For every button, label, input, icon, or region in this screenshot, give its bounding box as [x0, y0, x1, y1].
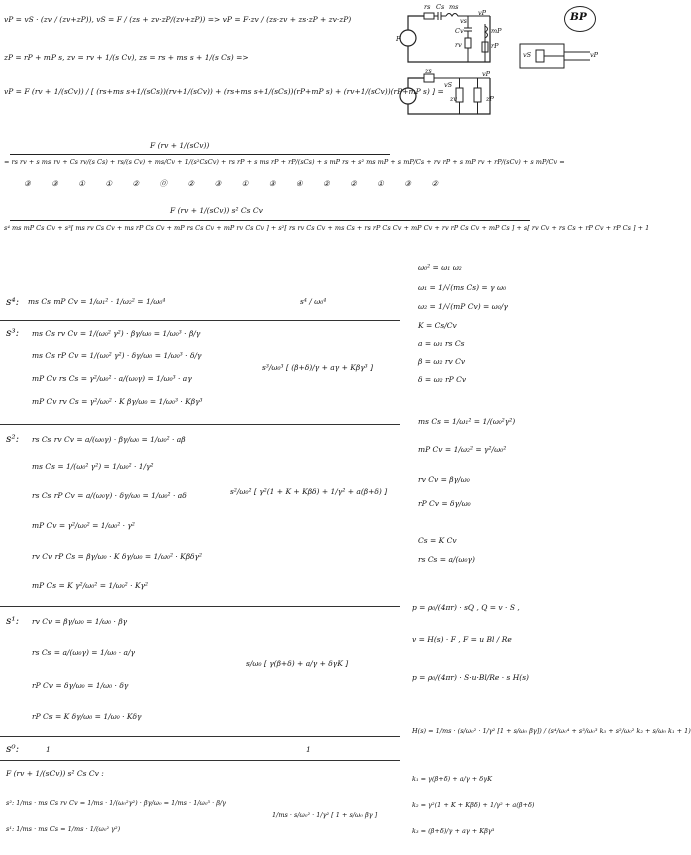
numerator-row: s²: 1/ms · ms Cs rv Cv = 1/ms · 1/(ω₀²γ²) · βγ/ω₀ = 1/ms · 1/ω₀³ · β/γ [6, 799, 227, 807]
definition: ω₂ = 1/√(mP Cv) = ω₀/γ [418, 302, 508, 311]
circuit-label-F: F [396, 35, 401, 43]
eq-expanded-numerator: F (rv + 1/(sCv)) [150, 141, 210, 150]
circuit-label-rv: rv [455, 41, 462, 49]
circuit-diagram-simplified [390, 68, 510, 118]
s3-row: ms Cs rP Cv = 1/(ω₀² γ²) · δγ/ω₀ = 1/ω₀³ · δ/γ [32, 351, 202, 360]
circuit-label-zs: zs [425, 67, 432, 75]
circuit-label-vP: vP [478, 9, 487, 17]
s0-value: 1 [46, 745, 51, 754]
definition: K = Cs/Cv [418, 321, 457, 330]
pressure-eq: p = ρ₀/(4πr) · sQ , Q = v · S , [412, 603, 520, 612]
s3-label: s³: [6, 327, 20, 339]
eq-expanded-denominator: = rs rv + s ms rv + Cs rv/(s Cs) + rs/(s Cv) + ms/Cv + 1/(s²CsCv) + rs rP + s ms rP + rP/(sCs) + s mP rs + s² ms mP + s mP/Cs + rv rP + s mP rv + rP/(sCv) + s mP/Cv = [4, 158, 565, 166]
s4-label: s⁴: [6, 296, 20, 308]
section-divider [0, 760, 400, 761]
s4-equation: ms Cs mP Cv = 1/ω₁² · 1/ω₂² = 1/ω₀⁴ [28, 297, 166, 306]
eq-vp-expanded: vP = F (rv + 1/(sCv)) / [ (rs+ms s+1/(sCs))(rv+1/(sCv)) + (rs+ms s+1/(sCs))(rP+mP s) + (rv+1/(sCv))(rP+mP s) ] = [4, 87, 444, 96]
definition: δ = ω₂ rP Cv [418, 375, 467, 384]
s2-row: rs Cs rv Cv = a/(ω₀γ) · βγ/ω₀ = 1/ω₀² · aβ [32, 435, 186, 444]
section-divider [0, 320, 400, 321]
derived-relation: rs Cs = a/(ω₀γ) [418, 555, 475, 564]
circuit-label-vP: vP [482, 70, 491, 78]
circuit-label-zv: zv [450, 95, 458, 103]
s3-term: s³/ω₀³ [ (β+δ)/γ + aγ + Kβγ³ ] [262, 363, 373, 372]
power-order-circles: ③ ③ ① ① ② ⓪ ② ③ ① ③ ④ ② ② ① ③ ② [24, 179, 448, 188]
eq-final-denominator: s⁴ ms mP Cs Cv + s³[ ms rv Cs Cv + ms rP Cs Cv + mP rs Cs Cv + mP rv Cs Cv ] + s²[ rs rv Cs Cv + ms Cs + rs rP Cs Cv + mP Cv + rv rP Cs Cv + mP Cs ] + s[ rv Cv + rs Cs + rP Cv + rP Cs ] + 1 [4, 224, 650, 232]
s2-term: s²/ω₀² [ γ²(1 + K + Kβδ) + 1/γ² + a(β+δ) ] [230, 487, 388, 496]
circuit-label-Cs: Cs [436, 3, 445, 11]
circuit-label-vs: vs [460, 17, 468, 25]
eq-impedance-substitutions: zP = rP + mP s, zv = rv + 1/(s Cv), zs = rs + ms s + 1/(s Cs) => [4, 53, 249, 62]
k2-definition: k₂ = γ²(1 + K + Kβδ) + 1/γ² + a(β+δ) [412, 801, 535, 809]
section-divider [0, 424, 400, 425]
section-divider [0, 606, 400, 607]
velocity-eq: v = H(s) · F , F = u Bl / Re [412, 635, 512, 644]
fraction-line [10, 154, 390, 155]
s2-row: mP Cs = K γ²/ω₀² = 1/ω₀² · Kγ² [32, 581, 149, 590]
circuit-label-mP: mP [491, 27, 502, 35]
eq-final-numerator: F (rv + 1/(sCv)) s² Cs Cv [170, 206, 263, 215]
derived-relation: rv Cv = βγ/ω₀ [418, 475, 470, 484]
s2-row: rv Cv rP Cs = βγ/ω₀ · K δγ/ω₀ = 1/ω₀² · Kβδγ² [32, 552, 203, 561]
s2-row: ms Cs = 1/(ω₀² γ²) = 1/ω₀² · 1/γ² [32, 462, 154, 471]
s3-row: mP Cv rs Cs = γ²/ω₀² · a/(ω₀γ) = 1/ω₀³ · aγ [32, 374, 192, 383]
numerator-term: 1/ms · s/ω₀² · 1/γ² [ 1 + s/ω₀ βγ ] [272, 811, 378, 819]
circuit-diagram-detailed [390, 4, 510, 66]
s0-label: s⁰: [6, 743, 20, 755]
s0-term: 1 [306, 745, 311, 754]
eq-vp-voltage-divider: vP = vS · (zv / (zv+zP)), vS = F / (zs + zv·zP/(zv+zP)) => vP = F·zv / (zs·zv + zs·zP + zv·zP) [4, 15, 352, 24]
s1-label: s¹: [6, 615, 20, 627]
s1-term: s/ω₀ [ γ(β+δ) + a/γ + δγK ] [246, 659, 349, 668]
s1-row: rv Cv = βγ/ω₀ = 1/ω₀ · βγ [32, 617, 128, 626]
definition: ω₁ = 1/√(ms Cs) = γ ω₀ [418, 283, 507, 292]
fraction-line [10, 220, 530, 221]
circuit-label-vS: vS [444, 81, 453, 89]
s1-row: rP Cv = δγ/ω₀ = 1/ω₀ · δγ [32, 681, 129, 690]
circuit-label-rs: rs [424, 3, 431, 11]
s2-row: rs Cs rP Cv = a/(ω₀γ) · δγ/ω₀ = 1/ω₀² · aδ [32, 491, 187, 500]
circuit-label-ms: ms [449, 3, 459, 11]
s3-row: mP Cv rv Cs = γ²/ω₀² · K βγ/ω₀ = 1/ω₀³ · Kβγ³ [32, 397, 203, 406]
circuit-label-zP: zP [486, 95, 494, 103]
numerator-heading: F (rv + 1/(sCv)) s² Cs Cv : [6, 769, 104, 778]
section-divider [0, 736, 400, 737]
s2-row: mP Cv = γ²/ω₀² = 1/ω₀² · γ² [32, 521, 135, 530]
pressure-H-eq: p = ρ₀/(4πr) · S·u·Bl/Re · s H(s) [412, 673, 529, 682]
s4-term: s⁴ / ω₀⁴ [300, 297, 327, 306]
block-label-vp: vP [590, 51, 599, 59]
derived-relation: rP Cv = δγ/ω₀ [418, 499, 471, 508]
transfer-function-H: H(s) = 1/ms · (s/ω₀² · 1/γ² [1 + s/ω₀ βγ]) / (s⁴/ω₀⁴ + s³/ω₀³ k₃ + s²/ω₀² k₂ + s/ω₀ k₁ + 1) [412, 727, 691, 735]
s3-row: ms Cs rv Cv = 1/(ω₀² γ²) · βγ/ω₀ = 1/ω₀³ · β/γ [32, 329, 201, 338]
circuit-label-Cv: Cv [455, 27, 464, 35]
bp-label: BP [570, 11, 587, 23]
derived-relation: ms Cs = 1/ω₁² = 1/(ω₀²γ²) [418, 417, 516, 426]
numerator-row: s¹: 1/ms · ms Cs = 1/ms · 1/(ω₀² γ²) [6, 825, 121, 833]
k3-definition: k₃ = (β+δ)/γ + aγ + Kβγ³ [412, 827, 495, 835]
circuit-label-rP: rP [491, 42, 499, 50]
s1-row: rP Cs = K δγ/ω₀ = 1/ω₀ · Kδγ [32, 712, 142, 721]
derived-relation: mP Cv = 1/ω₂² = γ²/ω₀² [418, 445, 507, 454]
definition: ω₀² = ω₁ ω₂ [418, 263, 462, 272]
k1-definition: k₁ = γ(β+δ) + a/γ + δγK [412, 775, 492, 783]
s1-row: rs Cs = a/(ω₀γ) = 1/ω₀ · a/γ [32, 648, 136, 657]
definition: a = ω₁ rs Cs [418, 339, 465, 348]
definition: β = ω₂ rv Cv [418, 357, 466, 366]
block-label-vs: vS [523, 51, 532, 59]
derived-relation: Cs = K Cv [418, 536, 457, 545]
s2-label: s²: [6, 433, 20, 445]
